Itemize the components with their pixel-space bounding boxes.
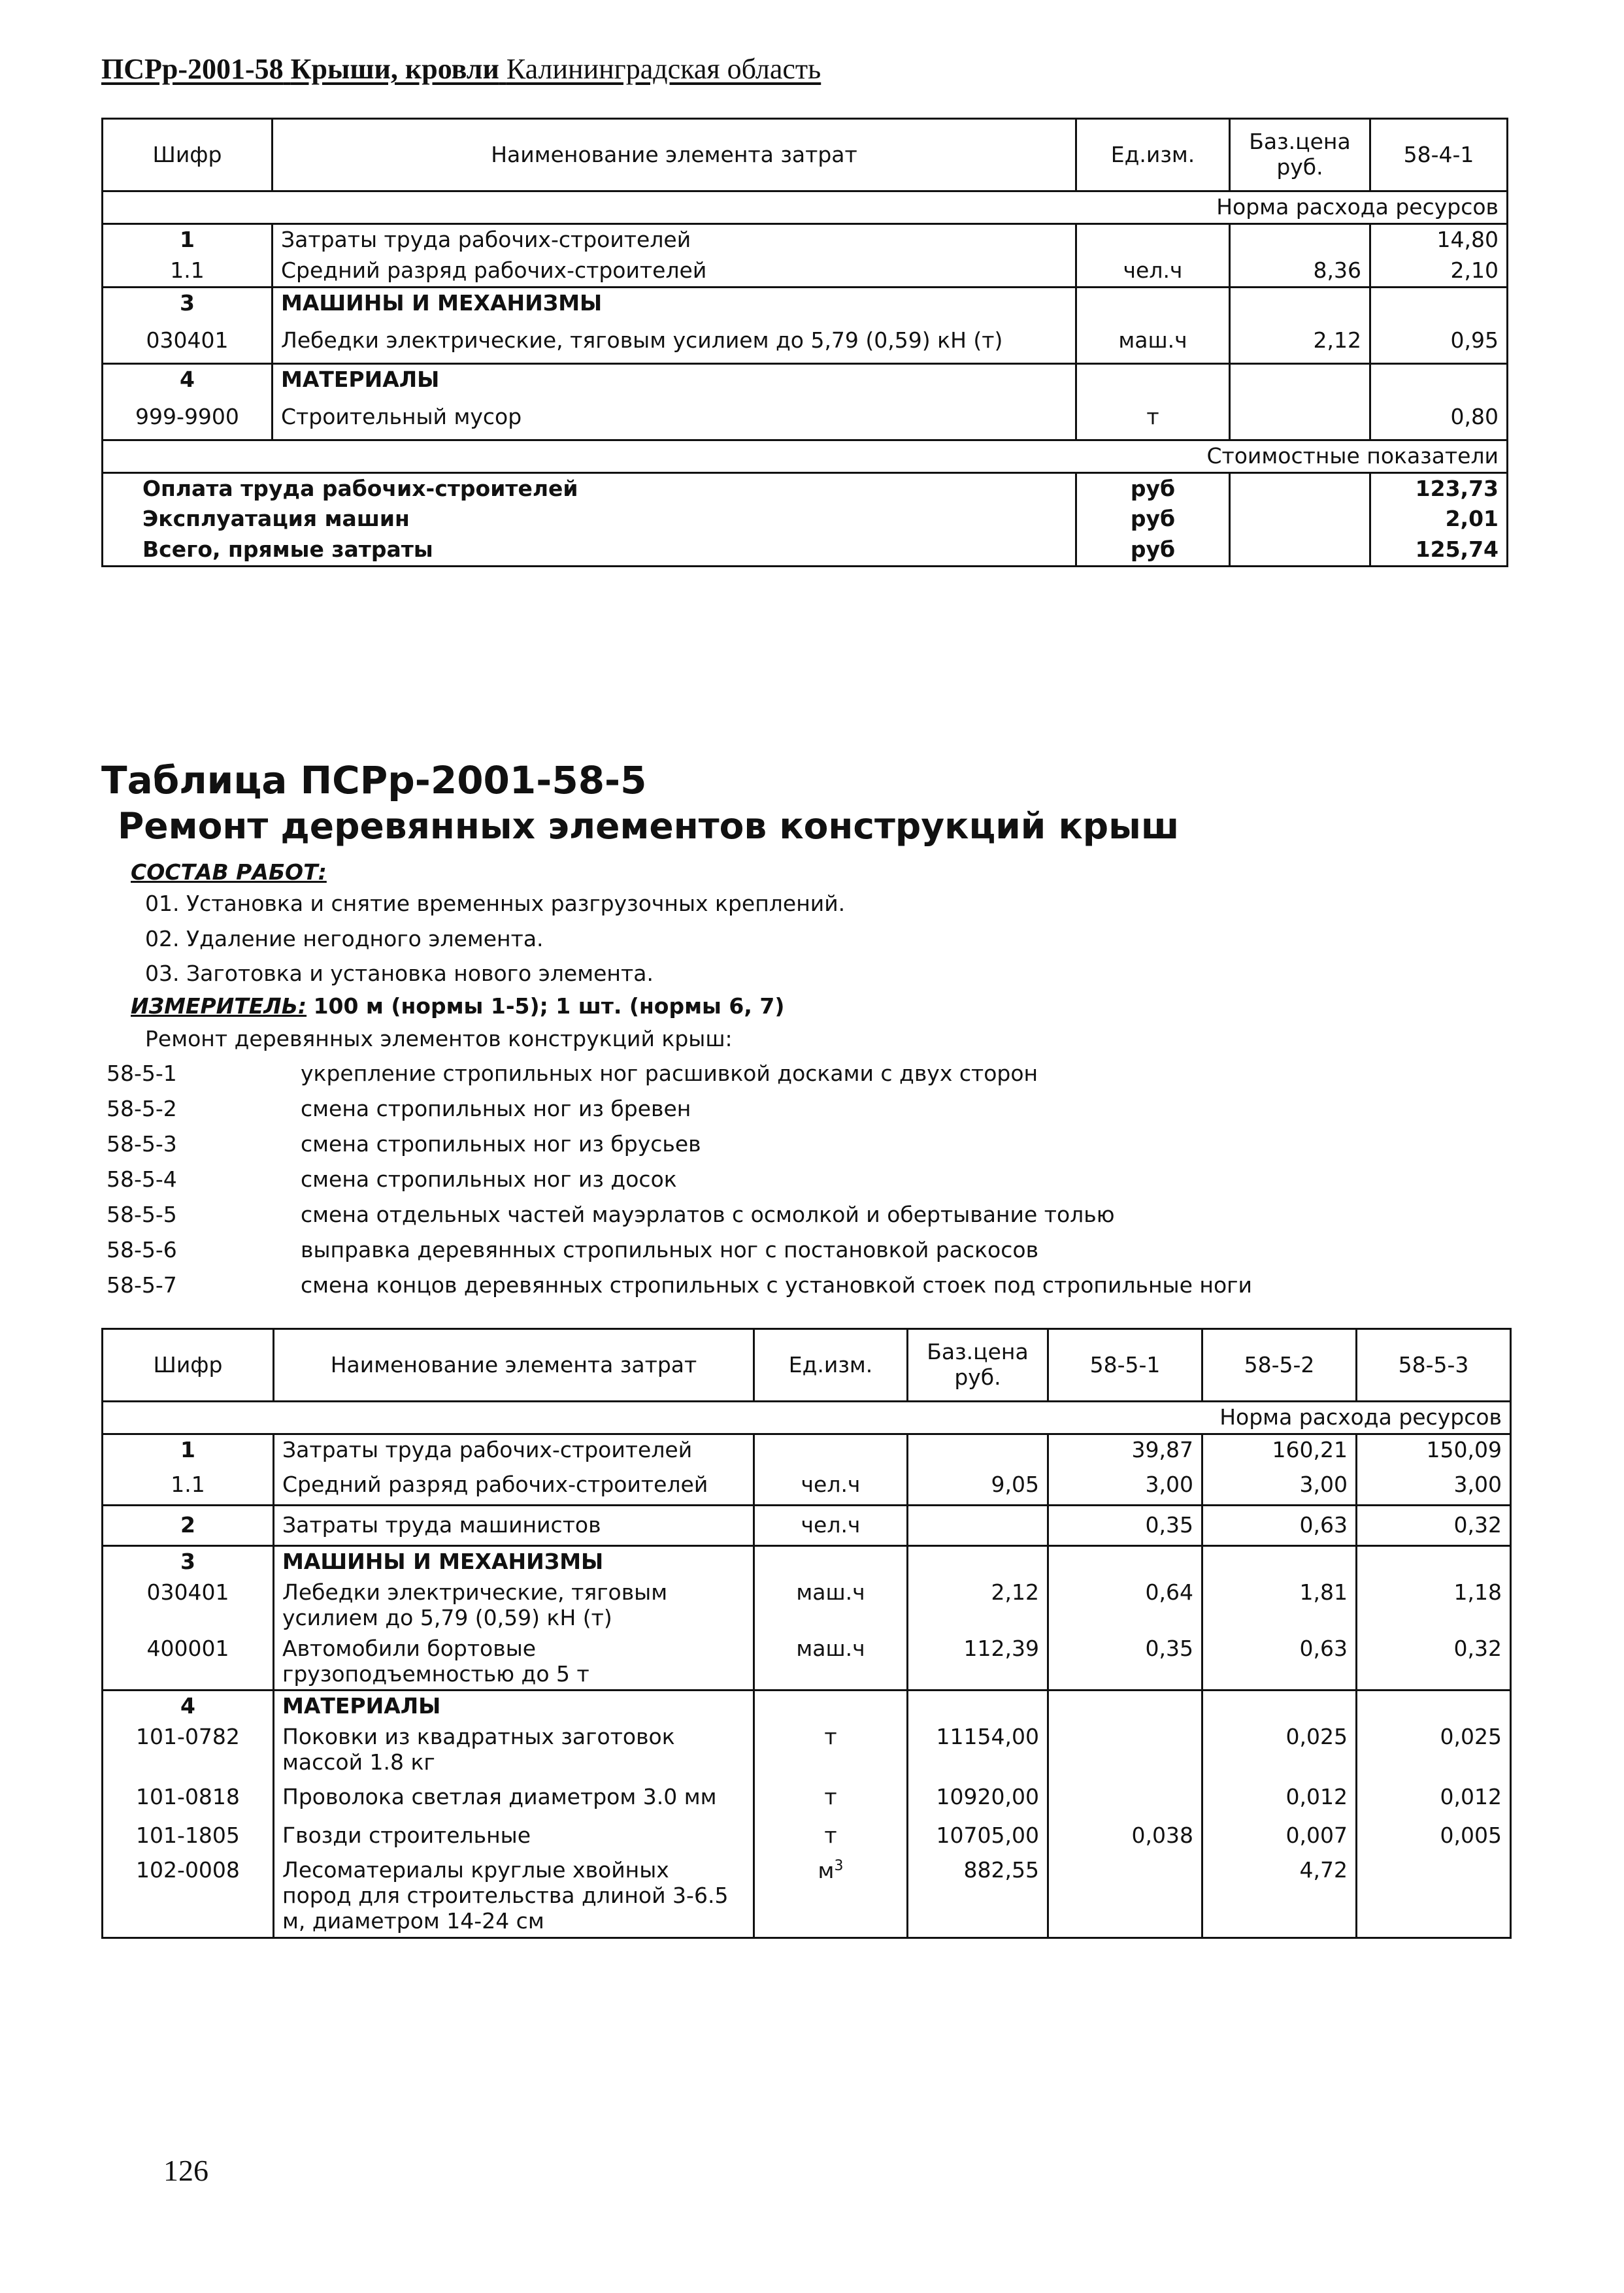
table-row (103, 1505, 1511, 1545)
running-header (101, 52, 821, 86)
norm-description: смена отдельных частей мауэрлатов с осмолкой и обертывание толью (301, 1202, 1115, 1227)
row-unit: чел.ч (754, 1505, 908, 1545)
row-name: Затраты труда рабочих-строителей (274, 1434, 754, 1465)
cost-empty (1230, 472, 1370, 504)
cost-name: Всего, прямые затраты (103, 535, 1076, 566)
row-name: Лесоматериалы круглые хвойных пород для строительства длиной 3-6.5 м, диаметром 14-24 см (274, 1855, 754, 1938)
row-value (1357, 1545, 1511, 1577)
row-code: 1 (103, 1434, 274, 1465)
row-value: 0,64 (1048, 1577, 1202, 1634)
row-price: 2,12 (1230, 319, 1370, 363)
col-header-code: Шифр (103, 1329, 274, 1402)
row-unit (754, 1545, 908, 1577)
table-58-5 (101, 1328, 1512, 1939)
row-code: 1 (103, 223, 273, 255)
norm-description: смена стропильных ног из досок (301, 1166, 677, 1192)
row-value: 0,32 (1357, 1634, 1511, 1691)
row-unit (754, 1691, 908, 1722)
row-name: МАТЕРИАЛЫ (273, 363, 1076, 395)
row-name: Затраты труда машинистов (274, 1505, 754, 1545)
cost-name: Оплата труда рабочих-строителей (103, 472, 1076, 504)
cost-name: Эксплуатация машин (103, 504, 1076, 535)
row-price (1230, 395, 1370, 440)
row-price (908, 1434, 1048, 1465)
page-number: 126 (163, 2154, 208, 2187)
row-code: 101-0818 (103, 1778, 274, 1817)
row-code: 030401 (103, 319, 273, 363)
row-code: 101-1805 (103, 1817, 274, 1855)
measure-line (131, 993, 784, 1019)
intro-text: Ремонт деревянных элементов конструкций крыш: (145, 1026, 733, 1051)
row-price (1230, 223, 1370, 255)
row-value: 4,72 (1202, 1855, 1357, 1938)
row-code: 4 (103, 1691, 274, 1722)
cost-unit: руб (1076, 535, 1230, 566)
row-value (1202, 1691, 1357, 1722)
row-value (1048, 1722, 1202, 1778)
table-header-row (103, 1329, 1511, 1402)
row-value: 0,35 (1048, 1505, 1202, 1545)
row-unit (1076, 363, 1230, 395)
row-price: 8,36 (1230, 256, 1370, 287)
norm-label: Норма расхода ресурсов (103, 1402, 1511, 1434)
row-value: 14,80 (1370, 223, 1508, 255)
table-row (103, 1545, 1511, 1577)
row-unit: т (754, 1778, 908, 1817)
norm-description: смена стропильных ног из брусьев (301, 1131, 701, 1157)
header-code: ПСРр-2001-58 (101, 53, 284, 85)
norm-description: выправка деревянных стропильных ног с постановкой раскосов (301, 1237, 1039, 1262)
row-value (1357, 1691, 1511, 1722)
row-code: 101-0782 (103, 1722, 274, 1778)
norm-code: 58-5-7 (107, 1272, 177, 1298)
row-code: 1.1 (103, 256, 273, 287)
norm-code: 58-5-2 (107, 1096, 177, 1121)
norm-code: 58-5-6 (107, 1237, 177, 1262)
col-header-name: Наименование элемента затрат (273, 119, 1076, 191)
row-value: 0,35 (1048, 1634, 1202, 1691)
list-item (107, 1237, 1038, 1262)
row-price (1230, 287, 1370, 318)
cost-label-row (103, 440, 1508, 472)
row-unit: маш.ч (754, 1577, 908, 1634)
row-unit: т (754, 1817, 908, 1855)
norm-label-row (103, 1402, 1511, 1434)
norm-code: 58-5-3 (107, 1131, 177, 1157)
row-value: 0,63 (1202, 1505, 1357, 1545)
row-unit (754, 1434, 908, 1465)
row-name: МАШИНЫ И МЕХАНИЗМЫ (273, 287, 1076, 318)
row-value (1048, 1855, 1202, 1938)
norm-code: 58-5-1 (107, 1061, 177, 1086)
col-header-58-5-1: 58-5-1 (1048, 1329, 1202, 1402)
cost-label: Стоимостные показатели (103, 440, 1508, 472)
list-item (107, 1272, 1252, 1298)
row-unit: маш.ч (754, 1634, 908, 1691)
row-code: 400001 (103, 1634, 274, 1691)
list-item (107, 1096, 691, 1121)
row-value (1048, 1545, 1202, 1577)
row-price (1230, 363, 1370, 395)
col-header-58-4-1: 58-4-1 (1370, 119, 1508, 191)
cost-value: 123,73 (1370, 472, 1508, 504)
cost-empty (1230, 504, 1370, 535)
norm-description: смена стропильных ног из бревен (301, 1096, 691, 1121)
row-name: Автомобили бортовые грузоподъемностью до 5 т (274, 1634, 754, 1691)
row-value (1370, 363, 1508, 395)
row-name: МАШИНЫ И МЕХАНИЗМЫ (274, 1545, 754, 1577)
cost-unit: руб (1076, 472, 1230, 504)
work-item: 03. Заготовка и установка нового элемента. (145, 961, 654, 986)
row-unit (754, 1855, 908, 1938)
unit-superscript: 3 (834, 1858, 844, 1875)
list-item (107, 1061, 1038, 1086)
row-price: 9,05 (908, 1466, 1048, 1505)
col-header-price: Баз.цена руб. (1230, 119, 1370, 191)
row-price (908, 1545, 1048, 1577)
row-value: 150,09 (1357, 1434, 1511, 1465)
work-item: 02. Удаление негодного элемента. (145, 926, 544, 951)
table-row (103, 1577, 1511, 1634)
row-value (1357, 1855, 1511, 1938)
cost-value: 125,74 (1370, 535, 1508, 566)
row-code: 3 (103, 1545, 274, 1577)
row-name: Лебедки электрические, тяговым усилием до 5,79 (0,59) кН (т) (274, 1577, 754, 1634)
cost-row (103, 535, 1508, 566)
col-header-58-5-3: 58-5-3 (1357, 1329, 1511, 1402)
row-value (1370, 287, 1508, 318)
work-composition-label: СОСТАВ РАБОТ: (131, 859, 327, 885)
row-value: 0,038 (1048, 1817, 1202, 1855)
row-price: 10705,00 (908, 1817, 1048, 1855)
header-title: Крыши, кровли (290, 53, 499, 85)
table-row (103, 1778, 1511, 1817)
table-row (103, 395, 1508, 440)
row-value (1048, 1778, 1202, 1817)
row-unit: т (1076, 395, 1230, 440)
table-row (103, 319, 1508, 363)
col-header-unit: Ед.изм. (754, 1329, 908, 1402)
row-value: 0,025 (1202, 1722, 1357, 1778)
row-code: 3 (103, 287, 273, 318)
row-price: 2,12 (908, 1577, 1048, 1634)
row-value: 0,007 (1202, 1817, 1357, 1855)
row-name: МАТЕРИАЛЫ (274, 1691, 754, 1722)
list-item (107, 1166, 677, 1192)
table-row (103, 1634, 1511, 1691)
cost-empty (1230, 535, 1370, 566)
row-name: Средний разряд рабочих-строителей (274, 1466, 754, 1505)
row-value (1048, 1691, 1202, 1722)
row-value: 0,025 (1357, 1722, 1511, 1778)
table-row (103, 1466, 1511, 1505)
row-value: 3,00 (1357, 1466, 1511, 1505)
row-value: 3,00 (1202, 1466, 1357, 1505)
row-name: Строительный мусор (273, 395, 1076, 440)
row-value: 3,00 (1048, 1466, 1202, 1505)
row-price (908, 1691, 1048, 1722)
norm-description: смена концов деревянных стропильных с установкой стоек под стропильные ноги (301, 1272, 1252, 1298)
table-row (103, 1722, 1511, 1778)
row-value: 1,18 (1357, 1577, 1511, 1634)
row-price: 11154,00 (908, 1722, 1048, 1778)
row-value: 2,10 (1370, 256, 1508, 287)
row-unit: т (754, 1722, 908, 1778)
cost-row (103, 504, 1508, 535)
row-code: 1.1 (103, 1466, 274, 1505)
row-unit: чел.ч (754, 1466, 908, 1505)
row-code: 2 (103, 1505, 274, 1545)
col-header-unit: Ед.изм. (1076, 119, 1230, 191)
cost-value: 2,01 (1370, 504, 1508, 535)
measure-value: 100 м (нормы 1-5); 1 шт. (нормы 6, 7) (313, 993, 785, 1019)
cost-unit: руб (1076, 504, 1230, 535)
unit-text: м (818, 1858, 835, 1884)
row-name: Лебедки электрические, тяговым усилием до 5,79 (0,59) кН (т) (273, 319, 1076, 363)
table-row (103, 1434, 1511, 1465)
table-row (103, 223, 1508, 255)
row-unit: чел.ч (1076, 256, 1230, 287)
row-value: 0,005 (1357, 1817, 1511, 1855)
table-row (103, 1817, 1511, 1855)
section-title: Таблица ПСРр-2001-58-5 (101, 758, 647, 802)
col-header-price: Баз.цена руб. (908, 1329, 1048, 1402)
row-value: 0,012 (1202, 1778, 1357, 1817)
table-row (103, 256, 1508, 287)
row-unit: маш.ч (1076, 319, 1230, 363)
norm-code: 58-5-4 (107, 1166, 177, 1192)
col-header-58-5-2: 58-5-2 (1202, 1329, 1357, 1402)
row-name: Затраты труда рабочих-строителей (273, 223, 1076, 255)
row-price (908, 1505, 1048, 1545)
table-row (103, 287, 1508, 318)
row-value: 160,21 (1202, 1434, 1357, 1465)
row-price: 882,55 (908, 1855, 1048, 1938)
table-row (103, 363, 1508, 395)
row-price: 112,39 (908, 1634, 1048, 1691)
row-value: 0,95 (1370, 319, 1508, 363)
table-header-row (103, 119, 1508, 191)
list-item (107, 1131, 701, 1157)
row-code: 030401 (103, 1577, 274, 1634)
table-row (103, 1855, 1511, 1938)
row-unit (1076, 287, 1230, 318)
row-value: 0,80 (1370, 395, 1508, 440)
row-name: Средний разряд рабочих-строителей (273, 256, 1076, 287)
row-code: 102-0008 (103, 1855, 274, 1938)
header-region: Калининградская область (506, 53, 821, 85)
norm-code: 58-5-5 (107, 1202, 177, 1227)
row-name: Проволока светлая диаметром 3.0 мм (274, 1778, 754, 1817)
list-item (107, 1202, 1114, 1227)
row-value: 0,63 (1202, 1634, 1357, 1691)
row-value (1202, 1545, 1357, 1577)
col-header-name: Наименование элемента затрат (274, 1329, 754, 1402)
measure-label: ИЗМЕРИТЕЛЬ: (131, 993, 307, 1019)
norm-description: укрепление стропильных ног расшивкой досками с двух сторон (301, 1061, 1038, 1086)
row-code: 999-9900 (103, 395, 273, 440)
row-code: 4 (103, 363, 273, 395)
section-subtitle: Ремонт деревянных элементов конструкций крыш (118, 805, 1180, 847)
row-unit (1076, 223, 1230, 255)
row-value: 1,81 (1202, 1577, 1357, 1634)
norm-label-row (103, 191, 1508, 224)
norm-label: Норма расхода ресурсов (103, 191, 1508, 224)
table-58-4 (101, 118, 1508, 567)
row-value: 39,87 (1048, 1434, 1202, 1465)
cost-row (103, 472, 1508, 504)
table-row (103, 1691, 1511, 1722)
work-item: 01. Установка и снятие временных разгрузочных креплений. (145, 891, 846, 916)
row-value: 0,32 (1357, 1505, 1511, 1545)
row-value: 0,012 (1357, 1778, 1511, 1817)
row-price: 10920,00 (908, 1778, 1048, 1817)
row-name: Поковки из квадратных заготовок массой 1.8 кг (274, 1722, 754, 1778)
col-header-code: Шифр (103, 119, 273, 191)
row-name: Гвозди строительные (274, 1817, 754, 1855)
